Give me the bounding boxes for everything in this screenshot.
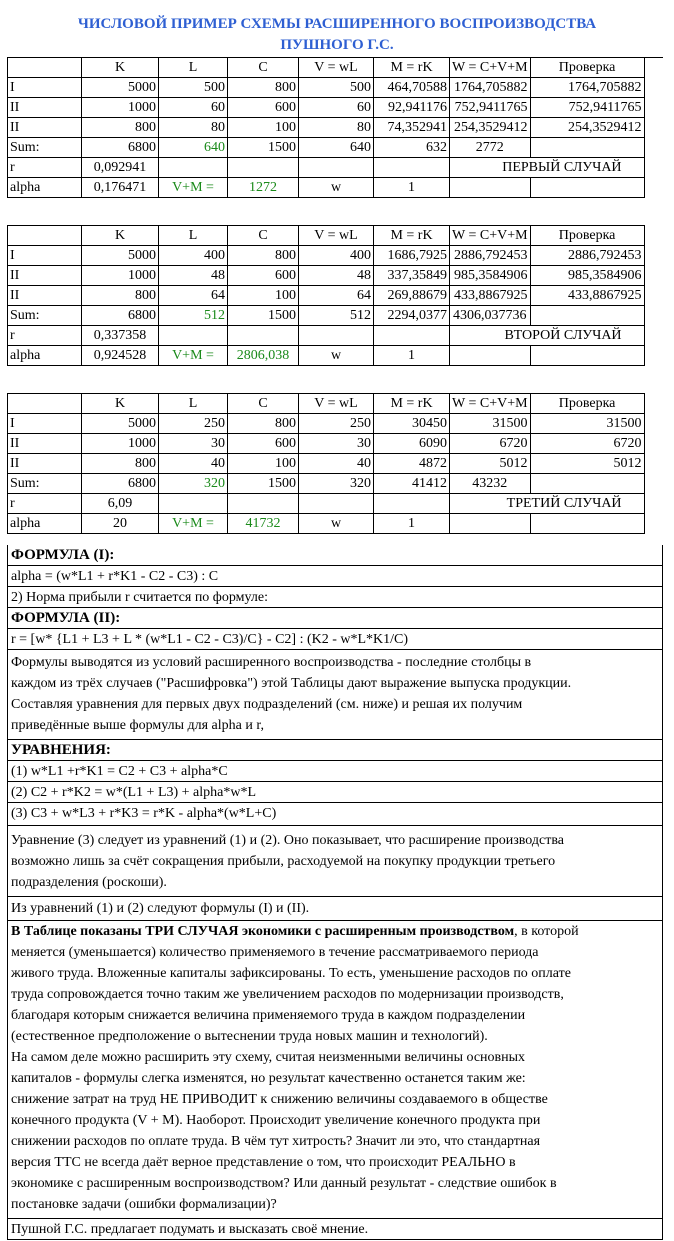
r-empty — [159, 494, 228, 514]
column-header: Проверка — [530, 226, 644, 246]
cell-l: 64 — [159, 286, 228, 306]
cell-check: 2886,792453 — [530, 246, 644, 266]
cell-k: 1000 — [82, 98, 159, 118]
summary-line: снижении расходов по оплате труда. В чём тут хитрость? Значит ли это, что стандартная — [11, 1134, 541, 1149]
cell-l: 48 — [159, 266, 228, 286]
table-row — [8, 414, 645, 434]
vm-label: V+M = — [159, 514, 228, 534]
alpha-empty — [450, 178, 531, 198]
explanation-paragraph — [8, 650, 662, 740]
cell-v: 250 — [299, 414, 374, 434]
column-header: V = wL — [299, 58, 374, 78]
table-row — [8, 98, 645, 118]
column-header: W = C+V+M — [450, 226, 531, 246]
cell-check: 31500 — [530, 414, 644, 434]
cell-l: 400 — [159, 246, 228, 266]
sum-k: 6800 — [82, 138, 159, 158]
subdivision-label: I — [8, 78, 82, 98]
vm-label: V+M = — [159, 346, 228, 366]
subdivision-label: II — [8, 98, 82, 118]
cell-check: 6720 — [530, 434, 644, 454]
r-empty — [374, 494, 450, 514]
alpha-value: 0,924528 — [82, 346, 159, 366]
case-caption: ПЕРВЫЙ СЛУЧАЙ — [450, 158, 645, 178]
summary-line: постановке задачи (ошибки формализации)? — [11, 1197, 277, 1212]
alpha-empty — [450, 346, 531, 366]
r-empty — [374, 158, 450, 178]
cell-check: 985,3584906 — [530, 266, 644, 286]
sum-empty — [530, 474, 644, 494]
cell-w: 752,9411765 — [450, 98, 531, 118]
cell-l: 80 — [159, 118, 228, 138]
sum-l: 320 — [159, 474, 228, 494]
r-row — [8, 494, 645, 514]
header-row — [8, 58, 645, 78]
vm-value: 1272 — [228, 178, 299, 198]
cell-l: 250 — [159, 414, 228, 434]
subdivision-label: II — [8, 286, 82, 306]
sum-l: 512 — [159, 306, 228, 326]
sum-v: 640 — [299, 138, 374, 158]
subdivision-label: II — [8, 454, 82, 474]
table-row — [8, 266, 645, 286]
r-value: 6,09 — [82, 494, 159, 514]
header-corner — [8, 58, 82, 78]
cell-m: 1686,7925 — [374, 246, 450, 266]
cell-c: 100 — [228, 286, 299, 306]
column-header: C — [228, 394, 299, 414]
column-header: M = rK — [374, 226, 450, 246]
w-value: 1 — [374, 178, 450, 198]
cell-w: 6720 — [450, 434, 531, 454]
cell-c: 600 — [228, 266, 299, 286]
summary-paragraph — [8, 921, 662, 1219]
alpha-row — [8, 178, 645, 198]
alpha-label: alpha — [8, 178, 82, 198]
title-line-1: ЧИСЛОВОЙ ПРИМЕР СХЕМЫ РАСШИРЕННОГО ВОСПРОИЗВОДСТВА — [77, 16, 597, 32]
sum-l: 640 — [159, 138, 228, 158]
column-header: M = rK — [374, 58, 450, 78]
cell-w: 5012 — [450, 454, 531, 474]
header-corner — [8, 226, 82, 246]
sum-label: Sum: — [8, 474, 82, 494]
column-header: C — [228, 226, 299, 246]
closing-note: Пушной Г.С. предлагает подумать и высказать своё мнение. — [8, 1219, 662, 1240]
table-row — [8, 118, 645, 138]
cell-l: 60 — [159, 98, 228, 118]
sum-c: 1500 — [228, 306, 299, 326]
equation-1: (1) w*L1 +r*K1 = C2 + C3 + alpha*C — [8, 761, 662, 782]
alpha-value: 0,176471 — [82, 178, 159, 198]
formula1-heading: ФОРМУЛА (I): — [8, 545, 662, 566]
cell-l: 30 — [159, 434, 228, 454]
summary-line: капиталов - формулы слегка изменятся, но результат качественно останется таким же: — [11, 1071, 526, 1086]
column-header: M = rK — [374, 394, 450, 414]
summary-line: версия ТТС не всегда даёт верное представление о том, что происходит РЕАЛЬНО в — [11, 1155, 516, 1170]
subdivision-label: II — [8, 434, 82, 454]
header-corner — [8, 394, 82, 414]
cell-v: 500 — [299, 78, 374, 98]
case-table-2 — [7, 225, 645, 366]
cell-v: 60 — [299, 98, 374, 118]
r-empty — [228, 326, 299, 346]
cell-m: 92,941176 — [374, 98, 450, 118]
cell-c: 100 — [228, 454, 299, 474]
summary-line: На самом деле можно расширить эту схему, считая неизменными величины основных — [11, 1050, 526, 1065]
summary-line: экономике с расширенным воспроизводством? Или данный результат - следствие ошибок в — [11, 1176, 557, 1191]
sum-m: 632 — [374, 138, 450, 158]
summary-first-line — [11, 921, 659, 942]
vm-value: 41732 — [228, 514, 299, 534]
column-header: Проверка — [530, 58, 644, 78]
r-empty — [159, 326, 228, 346]
summary-line: живого труда. Вложенные капиталы зафиксированы. То есть, уменьшение расходов по оплате — [11, 966, 571, 981]
cell-m: 269,88679 — [374, 286, 450, 306]
table-row — [8, 246, 645, 266]
eq3-note-line: Уравнение (3) следует из уравнений (1) и (2). Оно показывает, что расширение производства — [11, 833, 564, 848]
summary-line: труда сопровождается точно таким же увеличением расходов по модернизации производств, — [11, 987, 564, 1002]
derivation-note: Из уравнений (1) и (2) следуют формулы (I) и (II). — [8, 897, 662, 921]
w-value: 1 — [374, 346, 450, 366]
summary-line: (естественное предположение о вытеснении труда новых машин и технологий). — [11, 1029, 488, 1044]
column-header: C — [228, 58, 299, 78]
subdivision-label: I — [8, 246, 82, 266]
r-label: r — [8, 326, 82, 346]
sum-m: 2294,0377 — [374, 306, 450, 326]
r-label: r — [8, 158, 82, 178]
case-table-3 — [7, 393, 645, 534]
alpha-row — [8, 514, 645, 534]
subdivision-label: I — [8, 414, 82, 434]
sum-label: Sum: — [8, 306, 82, 326]
cell-k: 5000 — [82, 246, 159, 266]
rate-note: 2) Норма прибыли r считается по формуле: — [8, 587, 662, 608]
cell-l: 40 — [159, 454, 228, 474]
notes-section — [7, 545, 663, 1240]
explanation-line: Формулы выводятся из условий расширенного воспроизводства - последние столбцы в — [11, 655, 532, 670]
cell-m: 337,35849 — [374, 266, 450, 286]
cell-k: 5000 — [82, 78, 159, 98]
cell-v: 80 — [299, 118, 374, 138]
column-header: L — [159, 226, 228, 246]
cell-c: 800 — [228, 246, 299, 266]
r-row — [8, 326, 645, 346]
r-empty — [299, 326, 374, 346]
column-header: V = wL — [299, 394, 374, 414]
column-header: K — [82, 394, 159, 414]
sum-empty — [530, 138, 644, 158]
explanation-line: каждом из трёх случаев ("Расшифровка") этой Таблицы дают выражение выпуска продукции. — [11, 676, 572, 691]
table-row — [8, 454, 645, 474]
cell-v: 64 — [299, 286, 374, 306]
header-row — [8, 226, 645, 246]
cell-c: 100 — [228, 118, 299, 138]
cell-w: 254,3529412 — [450, 118, 531, 138]
summary-line: меняется (уменьшается) количество применяемого в течение рассматриваемого периода — [11, 945, 539, 960]
case-caption: ТРЕТИЙ СЛУЧАЙ — [450, 494, 645, 514]
cell-w: 433,8867925 — [450, 286, 531, 306]
cell-m: 4872 — [374, 454, 450, 474]
table-row — [8, 286, 645, 306]
equations-heading: УРАВНЕНИЯ: — [8, 740, 662, 761]
sum-v: 320 — [299, 474, 374, 494]
equation-2: (2) C2 + r*K2 = w*(L1 + L3) + alpha*w*L — [8, 782, 662, 803]
cell-w: 985,3584906 — [450, 266, 531, 286]
r-label: r — [8, 494, 82, 514]
formula2: r = [w* {L1 + L3 + L * (w*L1 - C2 - C3)/C} - C2] : (K2 - w*L*K1/C) — [8, 629, 662, 650]
column-header: L — [159, 58, 228, 78]
cell-check: 5012 — [530, 454, 644, 474]
vm-label: V+M = — [159, 178, 228, 198]
cell-check: 254,3529412 — [530, 118, 644, 138]
sum-v: 512 — [299, 306, 374, 326]
r-value: 0,092941 — [82, 158, 159, 178]
eq3-note-paragraph — [8, 826, 662, 897]
cell-w: 31500 — [450, 414, 531, 434]
sum-label: Sum: — [8, 138, 82, 158]
column-header: W = C+V+M — [450, 394, 531, 414]
alpha-label: alpha — [8, 346, 82, 366]
cell-v: 30 — [299, 434, 374, 454]
column-header: L — [159, 394, 228, 414]
sum-w: 43232 — [450, 474, 531, 494]
cell-k: 5000 — [82, 414, 159, 434]
case-caption: ВТОРОЙ СЛУЧАЙ — [450, 326, 645, 346]
alpha-empty — [530, 178, 644, 198]
r-empty — [374, 326, 450, 346]
column-header: K — [82, 226, 159, 246]
sum-w: 4306,037736 — [450, 306, 531, 326]
cell-m: 30450 — [374, 414, 450, 434]
column-header: K — [82, 58, 159, 78]
header-row — [8, 394, 645, 414]
explanation-line: приведённые выше формулы для alpha и r, — [11, 718, 264, 733]
sum-w: 2772 — [450, 138, 531, 158]
vm-value: 2806,038 — [228, 346, 299, 366]
r-empty — [159, 158, 228, 178]
title-line-2: ПУШНОГО Г.С. — [280, 37, 394, 53]
r-empty — [228, 158, 299, 178]
sum-c: 1500 — [228, 138, 299, 158]
sum-k: 6800 — [82, 474, 159, 494]
column-header: Проверка — [530, 394, 644, 414]
cell-m: 464,70588 — [374, 78, 450, 98]
cell-v: 40 — [299, 454, 374, 474]
cell-k: 800 — [82, 286, 159, 306]
alpha-label: alpha — [8, 514, 82, 534]
alpha-empty — [530, 346, 644, 366]
summary-bold: В Таблице показаны ТРИ СЛУЧАЯ экономики с расширенным производством — [11, 924, 515, 939]
w-label: w — [299, 178, 374, 198]
r-row — [8, 158, 645, 178]
eq3-note-line: возможно лишь за счёт сокращения прибыли, расходуемой на покупку продукции третьего — [11, 854, 556, 869]
cell-v: 48 — [299, 266, 374, 286]
formula1: alpha = (w*L1 + r*K1 - C2 - C3) : C — [8, 566, 662, 587]
r-empty — [299, 158, 374, 178]
column-header: W = C+V+M — [450, 58, 531, 78]
r-empty — [299, 494, 374, 514]
column-header: V = wL — [299, 226, 374, 246]
table-row — [8, 434, 645, 454]
sum-k: 6800 — [82, 306, 159, 326]
sum-row — [8, 474, 645, 494]
explanation-line: Составляя уравнения для первых двух подразделений (см. ниже) и решая их получим — [11, 697, 523, 712]
r-empty — [228, 494, 299, 514]
cell-c: 800 — [228, 414, 299, 434]
summary-line: благодаря которым снижается величина применяемого труда в каждом подразделении — [11, 1008, 526, 1023]
w-label: w — [299, 514, 374, 534]
summary-line: снижение затрат на труд НЕ ПРИВОДИТ к снижению величины создаваемого в обществе — [11, 1092, 548, 1107]
cell-w: 1764,705882 — [450, 78, 531, 98]
table-row — [8, 78, 645, 98]
sum-m: 41412 — [374, 474, 450, 494]
alpha-row — [8, 346, 645, 366]
cell-k: 800 — [82, 118, 159, 138]
formula2-heading: ФОРМУЛА (II): — [8, 608, 662, 629]
sum-row — [8, 306, 645, 326]
cell-l: 500 — [159, 78, 228, 98]
cell-check: 1764,705882 — [530, 78, 644, 98]
alpha-empty — [530, 514, 644, 534]
alpha-value: 20 — [82, 514, 159, 534]
cell-c: 800 — [228, 78, 299, 98]
subdivision-label: II — [8, 266, 82, 286]
r-value: 0,337358 — [82, 326, 159, 346]
summary-first-rest: , в которой — [514, 924, 579, 939]
sum-empty — [530, 306, 644, 326]
sum-row — [8, 138, 645, 158]
alpha-empty — [450, 514, 531, 534]
cell-k: 1000 — [82, 434, 159, 454]
eq3-note-line: подразделения (роскоши). — [11, 875, 167, 890]
sum-c: 1500 — [228, 474, 299, 494]
cell-check: 433,8867925 — [530, 286, 644, 306]
w-label: w — [299, 346, 374, 366]
case-table-1 — [7, 57, 645, 198]
cell-v: 400 — [299, 246, 374, 266]
cell-w: 2886,792453 — [450, 246, 531, 266]
page-title — [0, 14, 674, 56]
cell-c: 600 — [228, 434, 299, 454]
w-value: 1 — [374, 514, 450, 534]
equation-3: (3) C3 + w*L3 + r*K3 = r*K - alpha*(w*L+C) — [8, 803, 662, 826]
cell-k: 1000 — [82, 266, 159, 286]
cell-m: 74,352941 — [374, 118, 450, 138]
summary-line: конечного продукта (V + M). Наоборот. Происходит увеличение конечного продукта при — [11, 1113, 541, 1128]
subdivision-label: II — [8, 118, 82, 138]
cell-c: 600 — [228, 98, 299, 118]
cell-k: 800 — [82, 454, 159, 474]
cell-m: 6090 — [374, 434, 450, 454]
cell-check: 752,9411765 — [530, 98, 644, 118]
